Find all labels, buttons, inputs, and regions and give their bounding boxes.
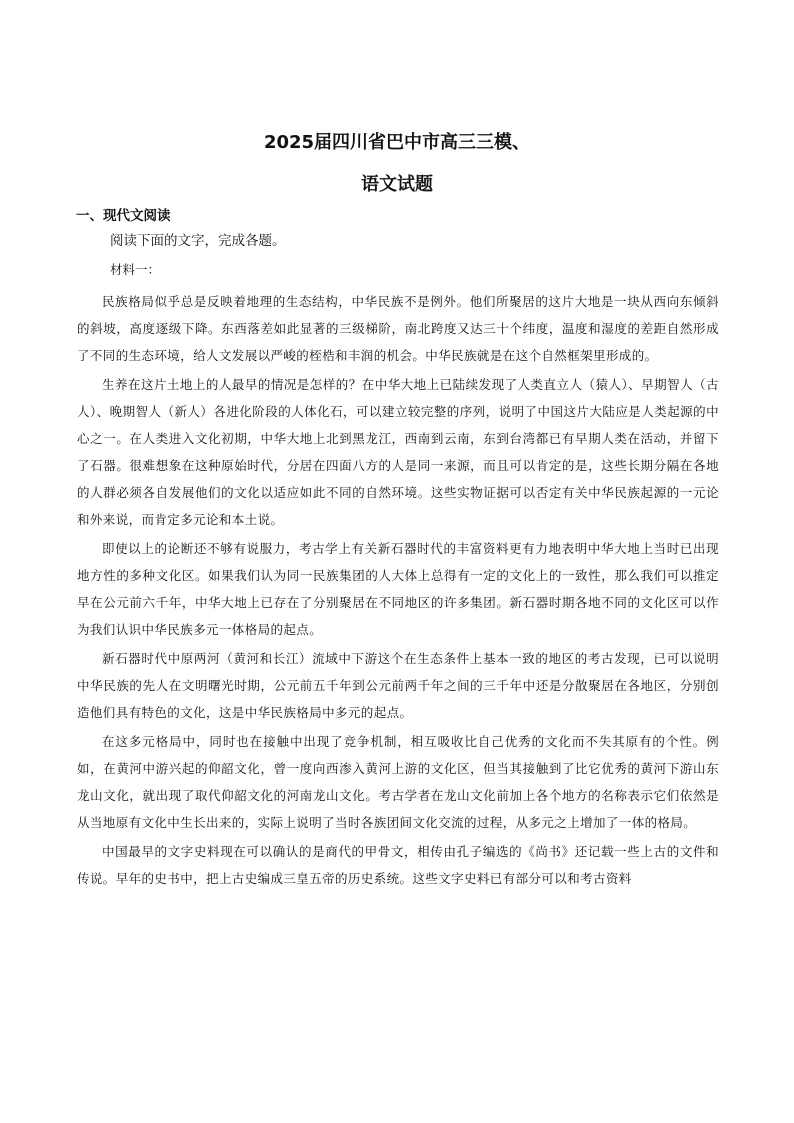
passage-paragraph-4: 新石器时代中原两河（黄河和长江）流域中下游这个在生态条件上基本一致的地区的考古发现，已可以说明中华民族的先人在文明曙光时期，公元前五千年到公元前两千年之间的三千年中还是分散聚居在各地区，分别创造他们具有特色的文化，这是中华民族格局中多元的起点。 [77,651,719,720]
passage-body [77,288,719,892]
passage-paragraph-6: 中国最早的文字史料现在可以确认的是商代的甲骨文，相传由孔子编选的《尚书》还记载一些上古的文件和传说。早年的史书中，把上古史编成三皇五帝的历史系统。这些文字史料已有部分可以和考古资料 [77,844,719,886]
passage-paragraph-3: 即使以上的论断还不够有说服力，考古学上有关新石器时代的丰富资料更有力地表明中华大地上当时已出现地方性的多种文化区。如果我们认为同一民族集团的人大体上总得有一定的文化上的一致性，那么我们可以推定早在公元前六千年，中华大地上已存在了分别聚居在不同地区的许多集团。新石器时期各地不同的文化区可以作为我们认识中华民族多元一体格局的起点。 [77,541,719,637]
document-title-line2: 语文试题 [361,174,433,195]
material-label: 材料一： [110,262,161,277]
passage-paragraph-1: 民族格局似乎总是反映着地理的生态结构，中华民族不是例外。他们所聚居的这片大地是一块从西向东倾斜的斜坡，高度逐级下降。东西落差如此显著的三级梯阶，南北跨度又达三十个纬度，温度和湿度的差距自然形成了不同的生态环境，给人文发展以严峻的桎梏和丰润的机会。中华民族就是在这个自然框架里形成的。 [77,294,719,363]
passage-paragraph-2: 生养在这片土地上的人最早的情况是怎样的？在中华大地上已陆续发现了人类直立人（猿人）、早期智人（古人）、晚期智人（新人）各进化阶段的人体化石，可以建立较完整的序列，说明了中国这片大陆应是人类起源的中心之一。在人类进入文化初期，中华大地上北到黑龙江，西南到云南，东到台湾都已有早期人类在活动，并留下了石器。很难想象在这种原始时代，分居在四面八方的人是同一来源，而且可以肯定的是，这些长期分隔在各地的人群必须各自发展他们的文化以适应如此不同的自然环境。这些实物证据可以否定有关中华民族起源的一元论和外来说，而肯定多元论和本土说。 [77,377,719,527]
document-title-line1: 2025届四川省巴中市高三三模、 [263,132,531,153]
section-heading: 一、现代文阅读 [76,208,171,224]
passage-paragraph-5: 在这多元格局中，同时也在接触中出现了竞争机制，相互吸收比自己优秀的文化而不失其原有的个性。例如，在黄河中游兴起的仰韶文化，曾一度向西渗入黄河上游的文化区，但当其接触到了比它优秀的黄河下游山东龙山文化，就出现了取代仰韶文化的河南龙山文化。考古学者在龙山文化前加上各个地方的名称表示它们依然是从当地原有文化中生长出来的，实际上说明了当时各族团间文化交流的过程，从多元之上增加了一体的格局。 [77,734,719,830]
instruction-text: 阅读下面的文字，完成各题。 [110,233,286,249]
